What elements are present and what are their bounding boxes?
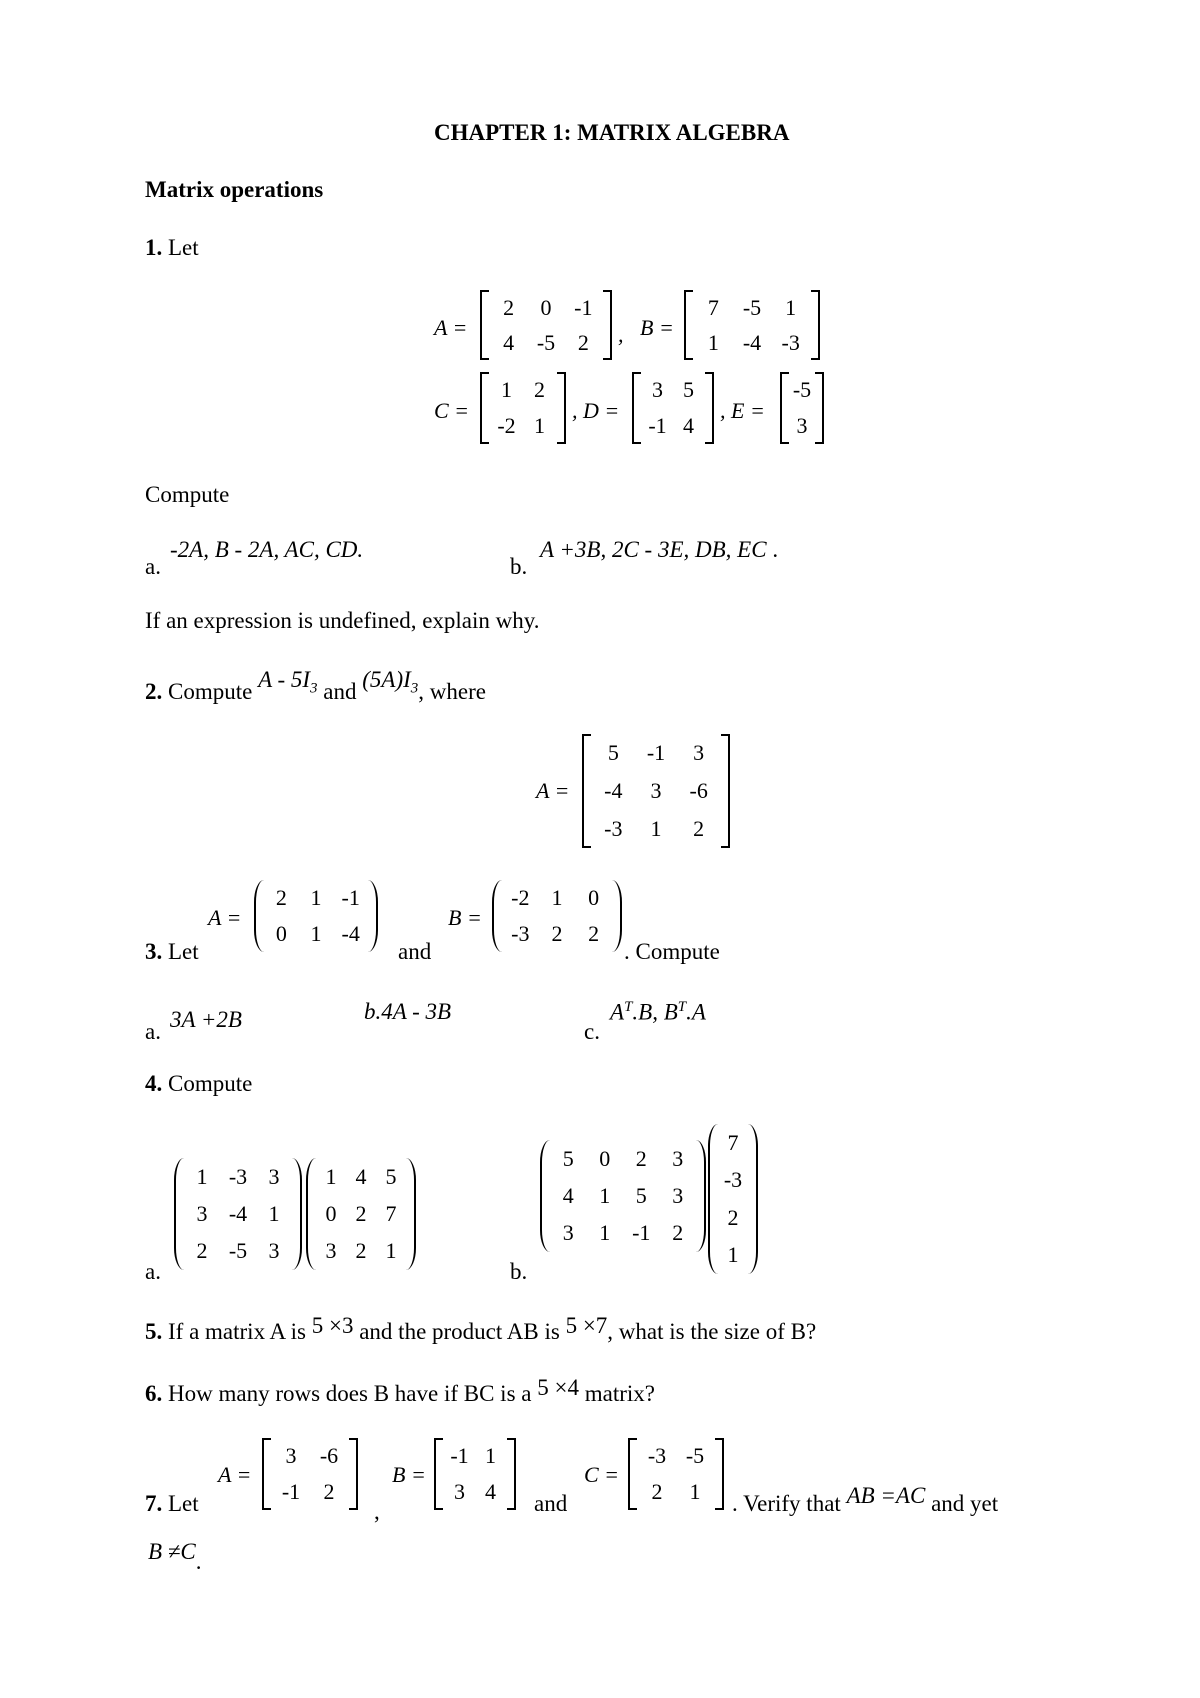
- matrix-cell: -3: [604, 816, 623, 841]
- matrix-left-bracket: [632, 372, 641, 444]
- matrix-cell: 7: [707, 294, 719, 320]
- matrix-b-p7: [434, 1438, 516, 1510]
- matrix-cell: -4: [341, 921, 360, 946]
- comma: ,: [618, 322, 624, 347]
- matrix-left-bracket: [480, 290, 489, 360]
- matrix-right-bracket: [291, 1158, 302, 1270]
- matrix-cell: -5: [742, 294, 762, 320]
- matrix-cell: 1: [485, 1443, 496, 1468]
- inequality-b-c: B ≠C.: [148, 1539, 202, 1574]
- matrix-cell: 1: [785, 294, 797, 320]
- p4-part-b-label: b.: [510, 1259, 528, 1284]
- matrix-right-bracket: [507, 1438, 516, 1510]
- matrix-d-p1: [632, 372, 714, 444]
- matrix-cell: 5: [562, 1145, 574, 1171]
- matrix-right-bracket: [557, 372, 566, 444]
- matrix-cell: 1: [727, 1242, 739, 1268]
- matrix-cell: 5: [607, 740, 619, 765]
- matrix-right-bracket: [715, 1438, 724, 1510]
- matrix-m3: [540, 1140, 706, 1252]
- part-b-expression: A +3B, 2C - 3E, DB, EC .: [540, 537, 779, 562]
- matrix-e-label: , E =: [720, 398, 765, 423]
- matrix-cell: 0: [588, 885, 600, 910]
- matrix-cell: 2: [693, 816, 705, 841]
- matrix-cell: -3: [511, 921, 530, 946]
- matrix-cell: -3: [781, 329, 800, 355]
- dim-5x3: 5 ×3: [311, 1313, 354, 1338]
- matrix-a-p2: [582, 734, 730, 848]
- matrix-cell: 4: [485, 1479, 496, 1504]
- problem-1-lead: [145, 236, 199, 259]
- p3-part-a-expression: 3A +2B: [170, 1007, 242, 1032]
- matrix-cell: 3: [285, 1443, 297, 1468]
- matrix-left-bracket: [582, 734, 591, 848]
- p3-part-b-expression: b.4A - 3B: [364, 999, 452, 1024]
- matrix-a-label: A =: [434, 315, 468, 340]
- matrix-cell: 1: [534, 413, 545, 438]
- matrix-cell: -5: [685, 1443, 705, 1468]
- matrix-a-p7: [262, 1438, 358, 1510]
- matrix-a-label-p3: A =: [208, 905, 242, 930]
- matrix-right-bracket: [705, 372, 714, 444]
- matrix-left-bracket: [434, 1438, 443, 1510]
- matrix-cell: 2: [635, 1145, 647, 1171]
- matrix-cell: 3: [268, 1238, 280, 1264]
- matrix-e-p1: [780, 372, 824, 444]
- matrix-cell: 2: [355, 1238, 367, 1264]
- matrix-right-bracket: [367, 880, 378, 952]
- matrix-b-label-p7: B =: [392, 1462, 426, 1487]
- matrix-cell: 3: [693, 740, 705, 765]
- matrix-cell: -5: [228, 1238, 248, 1264]
- matrix-cell: 7: [727, 1129, 739, 1155]
- problem-7-lead: 7. Let: [145, 1491, 199, 1516]
- matrix-right-bracket: [811, 290, 820, 360]
- matrix-left-bracket: [684, 290, 693, 360]
- matrix-cell: 0: [599, 1145, 611, 1171]
- matrix-cell: 1: [310, 885, 322, 910]
- and-text-p7: and: [534, 1491, 568, 1516]
- problem-2-text: 2. Compute A - $5I_3$ and $(5A)I_3$, where: [145, 667, 486, 704]
- problem-6-text: 6. How many rows does B have if BC is a 5 ×4 matrix?: [145, 1375, 655, 1406]
- matrix-cell: 2: [503, 294, 515, 320]
- matrix-left-bracket: [480, 372, 489, 444]
- matrix-cell: 1: [650, 816, 662, 841]
- problem-2-compute: Compute: [168, 679, 253, 704]
- dim-5x4: 5 ×4: [537, 1375, 579, 1400]
- matrix-b-label: B =: [640, 315, 674, 340]
- problem-3-lead: 3. Let: [145, 939, 199, 964]
- matrix-cell: 1: [599, 1182, 611, 1208]
- matrix-cell: -4: [228, 1200, 248, 1226]
- problem-2-number: 2.: [145, 679, 163, 704]
- matrix-d-label: , D =: [572, 398, 620, 423]
- matrix-left-bracket: [780, 372, 789, 444]
- matrix-a-p3: [254, 880, 378, 952]
- matrix-cell: 0: [540, 294, 552, 320]
- matrix-cell: 3: [325, 1238, 337, 1264]
- p3-part-a-label: a.: [145, 1019, 161, 1044]
- matrix-cell: 5: [683, 377, 694, 402]
- matrix-left-bracket: [628, 1438, 637, 1510]
- matrix-right-bracket: [611, 880, 622, 952]
- matrix-cell: 1: [268, 1200, 280, 1226]
- matrix-cell: 2: [534, 377, 545, 402]
- part-a-expression: -2A, B - 2A, AC, CD.: [170, 537, 364, 562]
- matrix-cell: 4: [683, 413, 694, 438]
- matrix-cell: 3: [454, 1479, 465, 1504]
- dim-5x7: 5 ×7: [565, 1313, 608, 1338]
- matrix-c-label-p7: C =: [584, 1462, 620, 1487]
- matrix-cell: 5: [635, 1182, 647, 1208]
- matrix-cell: 3: [672, 1182, 684, 1208]
- matrix-right-bracket: [815, 372, 824, 444]
- matrix-right-bracket: [603, 290, 612, 360]
- matrix-cell: -4: [604, 778, 623, 803]
- matrix-c-p7: [628, 1438, 724, 1510]
- equation-ab-ac: AB =AC: [846, 1483, 926, 1508]
- matrix-cell: -1: [281, 1479, 301, 1504]
- matrix-cell: 2: [651, 1479, 663, 1504]
- matrix-right-bracket: [747, 1124, 758, 1274]
- matrix-cell: 1: [310, 921, 322, 946]
- problem-5-text: 5. If a matrix A is 5 ×3 and the product AB is 5 ×7, what is the size of B?: [145, 1313, 817, 1344]
- matrix-m4: [708, 1124, 758, 1274]
- matrix-left-bracket: [262, 1438, 271, 1510]
- problem-1-compute: Compute: [145, 482, 230, 507]
- matrix-a-label-p2: A =: [536, 778, 570, 803]
- matrix-right-bracket: [405, 1158, 416, 1270]
- matrix-b-p1: [684, 290, 820, 360]
- matrix-cell: 0: [325, 1200, 337, 1226]
- matrix-c-p1: [480, 372, 566, 444]
- matrix-cell: 4: [562, 1182, 574, 1208]
- matrix-cell: 2: [588, 921, 600, 946]
- matrix-cell: -3: [647, 1443, 667, 1468]
- matrix-a-label-p7: A =: [218, 1462, 252, 1487]
- matrix-cell: -2: [511, 885, 530, 910]
- matrix-cell: -3: [228, 1163, 248, 1189]
- matrix-cell: 1: [551, 885, 563, 910]
- matrix-cell: 3: [652, 377, 663, 402]
- matrix-cell: 1: [501, 377, 512, 402]
- matrix-cell: -1: [574, 294, 593, 320]
- matrix-cell: -1: [648, 413, 667, 438]
- matrix-cell: 0: [275, 921, 287, 946]
- matrix-cell: 2: [323, 1479, 335, 1504]
- matrix-cell: -1: [341, 885, 360, 910]
- matrix-cell: -6: [689, 778, 708, 803]
- matrix-right-bracket: [721, 734, 730, 848]
- matrix-cell: -5: [536, 329, 556, 355]
- matrix-cell: -3: [723, 1167, 743, 1193]
- matrix-cell: -1: [632, 1220, 651, 1246]
- matrix-cell: 1: [689, 1479, 701, 1504]
- matrix-m2: [306, 1158, 416, 1270]
- problem-4-text: 4. Compute: [145, 1071, 253, 1096]
- matrix-c-label: C =: [434, 398, 470, 423]
- matrix-cell: 3: [196, 1200, 208, 1226]
- matrix-cell: 2: [551, 921, 563, 946]
- matrix-cell: 2: [196, 1238, 208, 1264]
- part-b-label: b.: [510, 554, 528, 579]
- matrix-cell: 2: [727, 1204, 739, 1230]
- matrix-cell: -1: [646, 740, 666, 765]
- expr-a-minus-5i3: A - $5I_3$: [258, 667, 318, 697]
- matrix-m1: [174, 1158, 302, 1270]
- matrix-cell: 3: [796, 413, 808, 438]
- and-text: and: [398, 939, 432, 964]
- section-heading: Matrix operations: [145, 177, 324, 202]
- problem-1-let: Let: [168, 235, 199, 260]
- matrix-cell: 1: [707, 329, 719, 355]
- matrix-b-label-p3: B =: [448, 905, 482, 930]
- matrix-cell: 5: [385, 1163, 397, 1189]
- matrix-cell: -5: [792, 377, 812, 402]
- matrix-cell: 2: [577, 329, 589, 355]
- matrix-cell: 2: [355, 1200, 367, 1226]
- matrix-cell: 7: [385, 1200, 397, 1226]
- matrix-cell: 4: [503, 329, 515, 355]
- problem-1-number: 1.: [145, 235, 163, 260]
- matrix-cell: 1: [196, 1163, 208, 1189]
- comma: ,: [374, 1499, 380, 1524]
- matrix-cell: 3: [650, 778, 662, 803]
- expr-5a-i3: $(5A)I_3$: [362, 667, 419, 697]
- verify-text: . Verify that AB =AC and yet: [732, 1483, 999, 1516]
- matrix-cell: -2: [497, 413, 516, 438]
- matrix-cell: 2: [275, 885, 287, 910]
- matrix-cell: 3: [268, 1163, 280, 1189]
- matrix-cell: 1: [385, 1238, 397, 1264]
- matrix-cell: -4: [742, 329, 762, 355]
- page-title: CHAPTER 1: MATRIX ALGEBRA: [434, 120, 790, 145]
- matrix-cell: 4: [355, 1163, 367, 1189]
- undefined-note: If an expression is undefined, explain why.: [145, 608, 540, 633]
- matrix-cell: 2: [672, 1220, 684, 1246]
- matrix-right-bracket: [349, 1438, 358, 1510]
- matrix-cell: 3: [672, 1145, 684, 1171]
- matrix-b-p3: [492, 880, 622, 952]
- matrix-cell: 3: [562, 1220, 574, 1246]
- part-a-label: a.: [145, 554, 161, 579]
- matrix-cell: 1: [599, 1220, 611, 1246]
- p3-part-c-expression: $A^T.B$, $B^T.A$: [610, 999, 706, 1025]
- matrix-a-p1: [480, 290, 612, 360]
- matrix-cell: -6: [319, 1443, 339, 1468]
- p3-part-c-label: c.: [584, 1019, 600, 1044]
- matrix-cell: -1: [450, 1443, 469, 1468]
- matrix-cell: 1: [325, 1163, 337, 1189]
- matrix-right-bracket: [695, 1140, 706, 1252]
- p4-part-a-label: a.: [145, 1259, 161, 1284]
- compute-text: . Compute: [624, 939, 720, 964]
